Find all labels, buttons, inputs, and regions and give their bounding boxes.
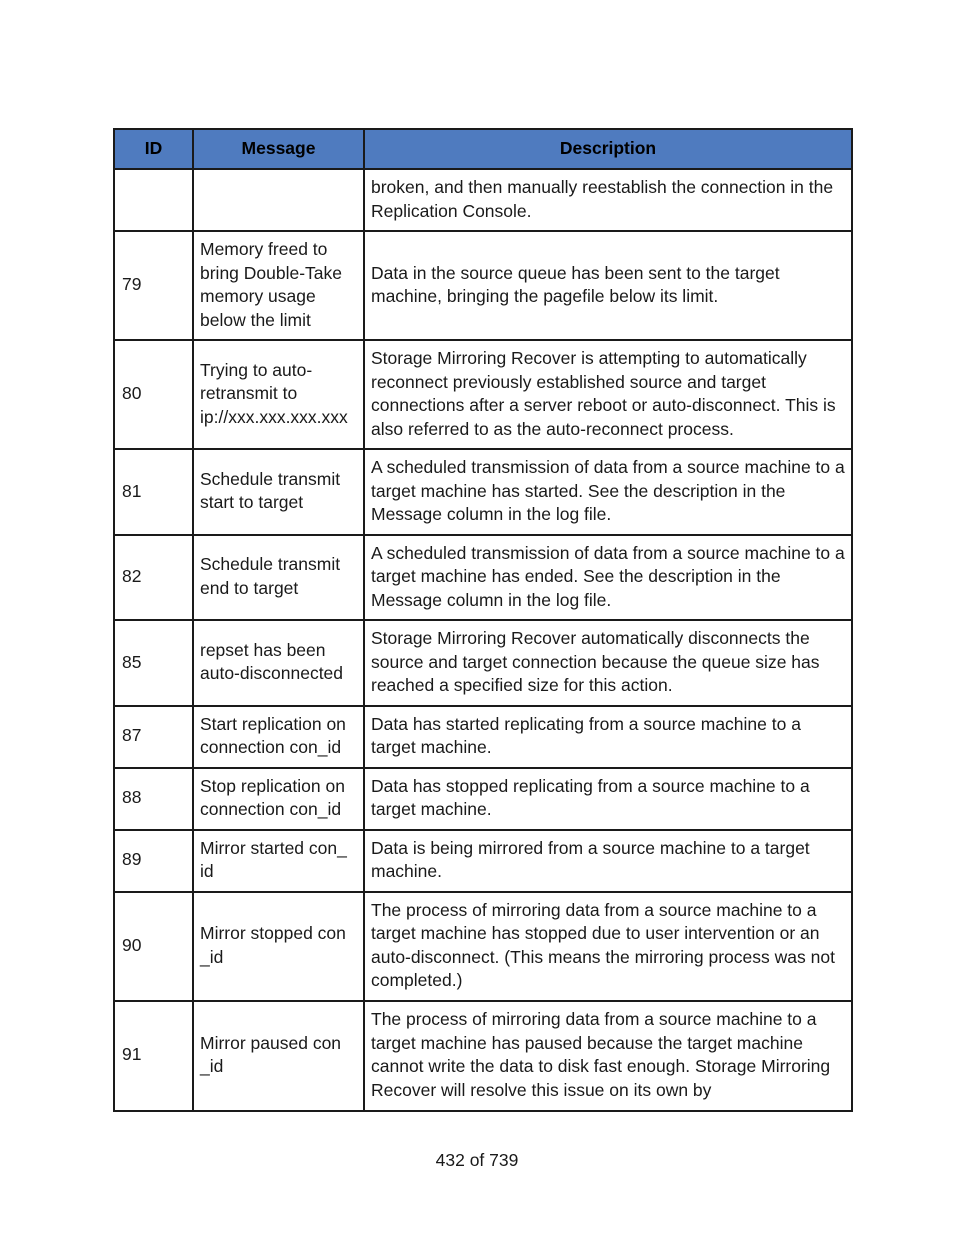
row-id-cell: 90 [114, 892, 193, 1001]
row-id-cell [114, 169, 193, 231]
table-header [114, 129, 852, 169]
table-row [114, 169, 852, 231]
row-message-cell: Stop replication on connection con_id [193, 768, 364, 830]
row-id-cell: 80 [114, 340, 193, 449]
row-description-cell: The process of mirroring data from a source machine to a target machine has stopped due to user intervention or an auto-disconnect. (This means the mirroring process was not completed.) [364, 892, 852, 1001]
row-id-cell: 85 [114, 620, 193, 706]
row-message-cell: Schedule transmit start to target [193, 449, 364, 535]
row-message-cell [193, 169, 364, 231]
table-row [114, 449, 852, 535]
table-row [114, 620, 852, 706]
row-description-cell: Data in the source queue has been sent to the target machine, bringing the pagefile below its limit. [364, 231, 852, 340]
table-row [114, 1001, 852, 1111]
row-description-cell: Storage Mirroring Recover is attempting to automatically reconnect previously established source and target connections after a server reboot or auto-disconnect. This is also referred to as the auto-reconnect process. [364, 340, 852, 449]
row-message-cell: Schedule transmit end to target [193, 535, 364, 621]
table-body [114, 169, 852, 1111]
row-message-cell: Mirror paused con _id [193, 1001, 364, 1111]
row-id-cell: 82 [114, 535, 193, 621]
row-description-cell: Data has started replicating from a source machine to a target machine. [364, 706, 852, 768]
row-id-cell: 89 [114, 830, 193, 892]
row-message-cell: repset has been auto-disconnected [193, 620, 364, 706]
row-id-cell: 88 [114, 768, 193, 830]
table-row [114, 768, 852, 830]
row-message-cell: Memory freed to bring Double-Take memory usage below the limit [193, 231, 364, 340]
log-message-table [113, 128, 853, 1112]
row-message-cell: Start replication on connection con_id [193, 706, 364, 768]
table-row [114, 231, 852, 340]
table-row [114, 535, 852, 621]
table-row [114, 706, 852, 768]
row-description-cell: A scheduled transmission of data from a source machine to a target machine has started. See the description in the Message column in the log file. [364, 449, 852, 535]
row-message-cell: Mirror started con_ id [193, 830, 364, 892]
row-description-cell: Data has stopped replicating from a source machine to a target machine. [364, 768, 852, 830]
row-description-cell: A scheduled transmission of data from a source machine to a target machine has ended. See the description in the Message column in the log file. [364, 535, 852, 621]
row-id-cell: 91 [114, 1001, 193, 1111]
row-message-cell: Mirror stopped con _id [193, 892, 364, 1001]
row-description-cell: The process of mirroring data from a source machine to a target machine has paused because the target machine cannot write the data to disk fast enough. Storage Mirroring Recover will resolve this issue on its own by [364, 1001, 852, 1111]
row-id-cell: 79 [114, 231, 193, 340]
row-description-cell: Storage Mirroring Recover automatically disconnects the source and target connection because the queue size has reached a specified size for this action. [364, 620, 852, 706]
page-number: 432 of 739 [435, 1150, 519, 1170]
row-description-cell: Data is being mirrored from a source machine to a target machine. [364, 830, 852, 892]
row-message-cell: Trying to auto-retransmit to ip://xxx.xxx.xxx.xxx [193, 340, 364, 449]
column-header-message: Message [193, 129, 364, 169]
header-row [114, 129, 852, 169]
row-id-cell: 87 [114, 706, 193, 768]
table-row [114, 892, 852, 1001]
row-description-cell: broken, and then manually reestablish the connection in the Replication Console. [364, 169, 852, 231]
column-header-id: ID [114, 129, 193, 169]
row-id-cell: 81 [114, 449, 193, 535]
table-row [114, 830, 852, 892]
table-row [114, 340, 852, 449]
column-header-description: Description [364, 129, 852, 169]
